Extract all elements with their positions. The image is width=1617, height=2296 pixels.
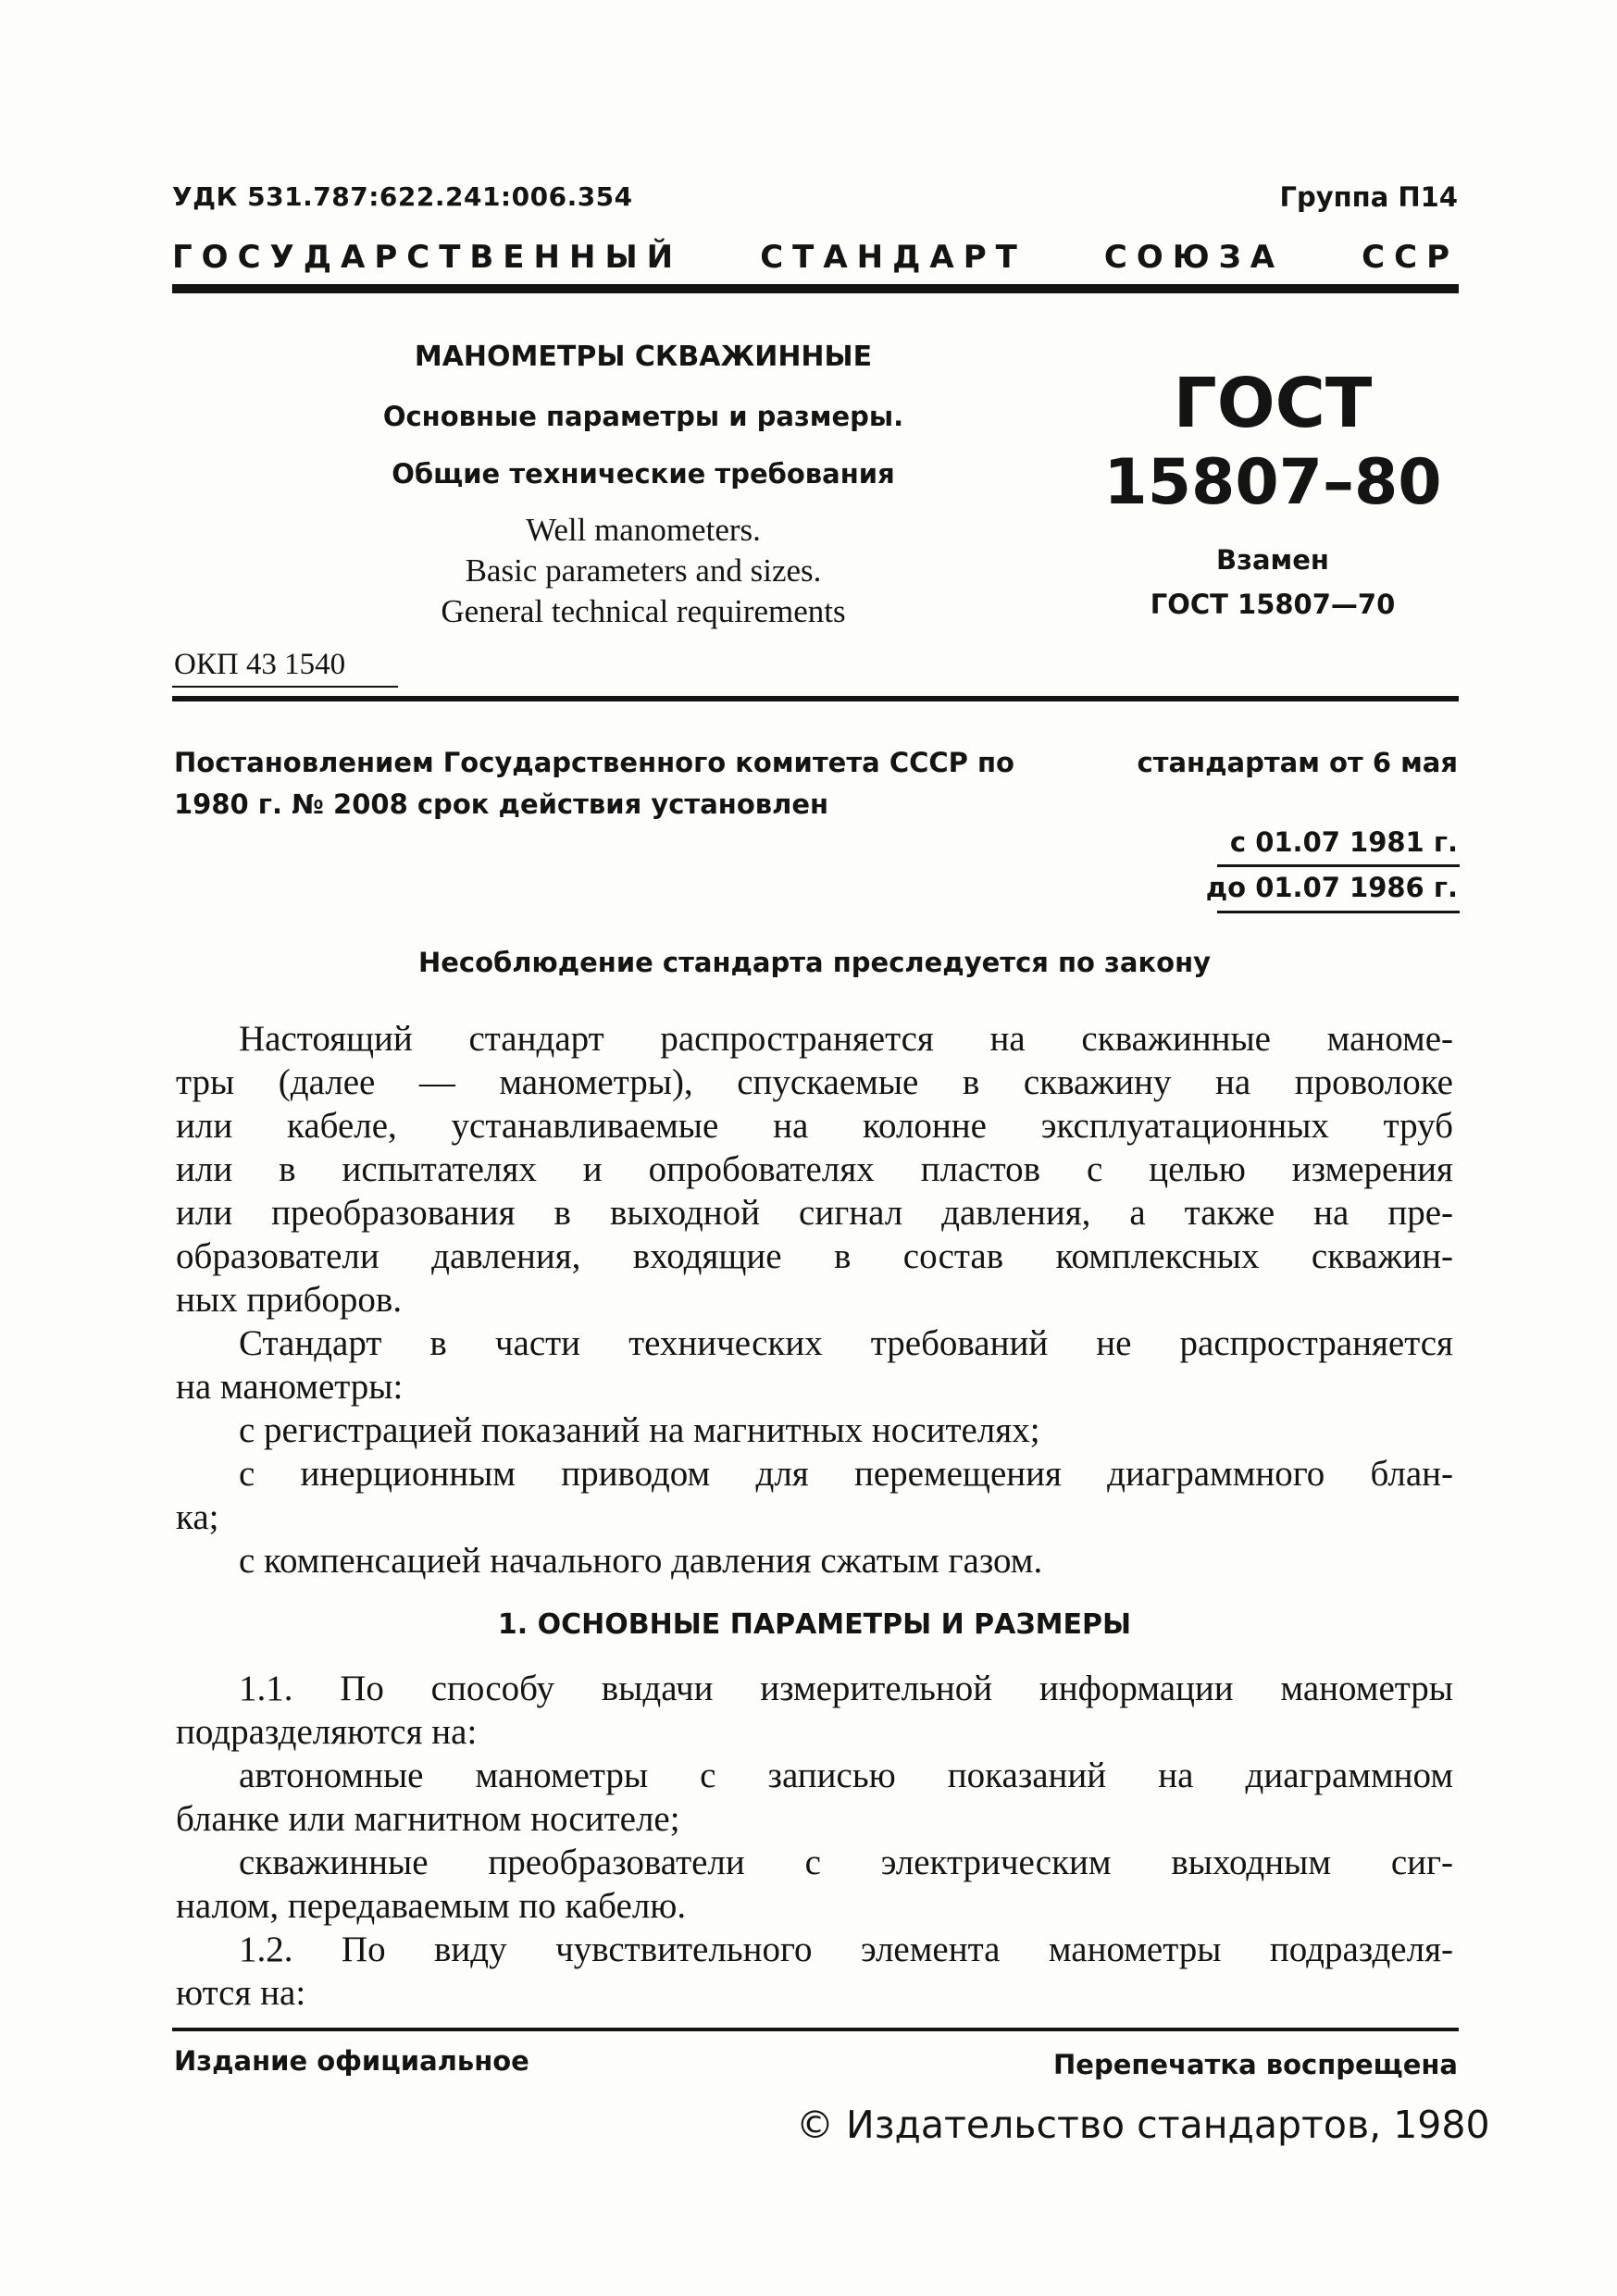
paragraph-1-line: или кабеле, устанавливаемые на колонне эксплуатационных труб	[176, 1106, 1453, 1146]
publisher-name: Издательство стандартов, 1980	[846, 2103, 1490, 2147]
title-block-rule	[172, 696, 1459, 701]
validity-to-date: до 01.07 1986 г.	[1205, 872, 1458, 903]
clause-1-1-b-line: налом, передаваемым по кабелю.	[176, 1886, 687, 1926]
reprint-prohibited: Перепечатка воспрещена	[1053, 2049, 1458, 2080]
document-subtitle-2: Общие технические требования	[392, 458, 895, 490]
paragraph-1-line: или в испытателях и опробователях пластов с целью измерения	[176, 1149, 1453, 1189]
udk-code: УДК 531.787:622.241:006.354	[172, 181, 633, 212]
paragraph-2-line: Стандарт в части технических требований не распространяется	[239, 1323, 1453, 1363]
validity-from-rule	[1217, 864, 1460, 867]
clause-1-1-line: 1.1. По способу выдачи измерительной информации манометры	[239, 1669, 1453, 1708]
paragraph-1-line: или преобразования в выходной сигнал давления, а также на пре-	[176, 1193, 1453, 1233]
clause-1-1-b-line: скважинные преобразователи с электрическим выходным сиг-	[239, 1843, 1453, 1882]
section-heading: 1. ОСНОВНЫЕ ПАРАМЕТРЫ И РАЗМЕРЫ	[497, 1608, 1132, 1641]
header-thick-rule	[172, 284, 1459, 293]
paragraph-2-line: на манометры:	[176, 1367, 404, 1407]
publisher-copyright	[796, 2103, 1490, 2147]
decree-line-1-right: стандартам от 6 мая	[1137, 747, 1458, 778]
okp-underline	[172, 686, 398, 688]
clause-1-2-line: 1.2. По виду чувствительного элемента манометры подразделя-	[239, 1930, 1453, 1969]
exclusion-item-1: с регистрацией показаний на магнитных носителях;	[239, 1410, 1040, 1450]
footer-rule	[172, 2028, 1459, 2031]
document-title: МАНОМЕТРЫ СКВАЖИННЫЕ	[414, 341, 873, 373]
state-standard-heading: ГОСУДАРСТВЕННЫЙ СТАНДАРТ СОЮЗА ССР	[172, 239, 1459, 276]
document-subtitle-1: Основные параметры и размеры.	[382, 401, 904, 432]
decree-line-2: 1980 г. № 2008 срок действия установлен	[174, 788, 829, 820]
validity-to-rule	[1217, 911, 1460, 913]
paragraph-1-line: ных приборов.	[176, 1280, 403, 1320]
english-title-1: Well manometers.	[526, 512, 761, 548]
english-title-2: Basic parameters and sizes.	[465, 552, 822, 589]
legal-warning: Несоблюдение стандарта преследуется по закону	[417, 947, 1212, 978]
replaces-label: Взамен	[1216, 544, 1329, 576]
english-title-3: General technical requirements	[441, 593, 846, 629]
exclusion-item-2-line: с инерционным приводом для перемещения диаграммного блан-	[239, 1454, 1453, 1494]
exclusion-item-3: с компенсацией начального давления сжатым газом.	[239, 1541, 1043, 1581]
gost-label: ГОСТ	[1173, 364, 1373, 443]
paragraph-1-line: тры (далее — манометры), спускаемые в скважину на проволоке	[176, 1062, 1453, 1102]
paragraph-1-line: Настоящий стандарт распространяется на скважинные маноме-	[239, 1019, 1453, 1059]
group-code: Группа П14	[1279, 181, 1458, 213]
replaced-standard: ГОСТ 15807—70	[1150, 589, 1396, 620]
gost-number: 15807–80	[1103, 446, 1442, 519]
paragraph-1-line: образователи давления, входящие в состав комплексных скважин-	[176, 1236, 1453, 1276]
official-edition: Издание официальное	[174, 2045, 529, 2077]
clause-1-2-line: ются на:	[176, 1973, 306, 2013]
clause-1-1-a-line: автономные манометры с записью показаний на диаграммном	[239, 1756, 1453, 1795]
validity-from-date: с 01.07 1981 г.	[1229, 826, 1458, 858]
copyright-symbol: ©	[796, 2103, 834, 2147]
clause-1-1-line: подразделяются на:	[176, 1712, 478, 1752]
clause-1-1-a-line: бланке или магнитном носителе;	[176, 1799, 680, 1839]
okp-code: ОКП 43 1540	[174, 648, 346, 681]
exclusion-item-2-line: ка;	[176, 1497, 219, 1537]
decree-line-1-left: Постановлением Государственного комитета СССР по	[174, 747, 1014, 778]
